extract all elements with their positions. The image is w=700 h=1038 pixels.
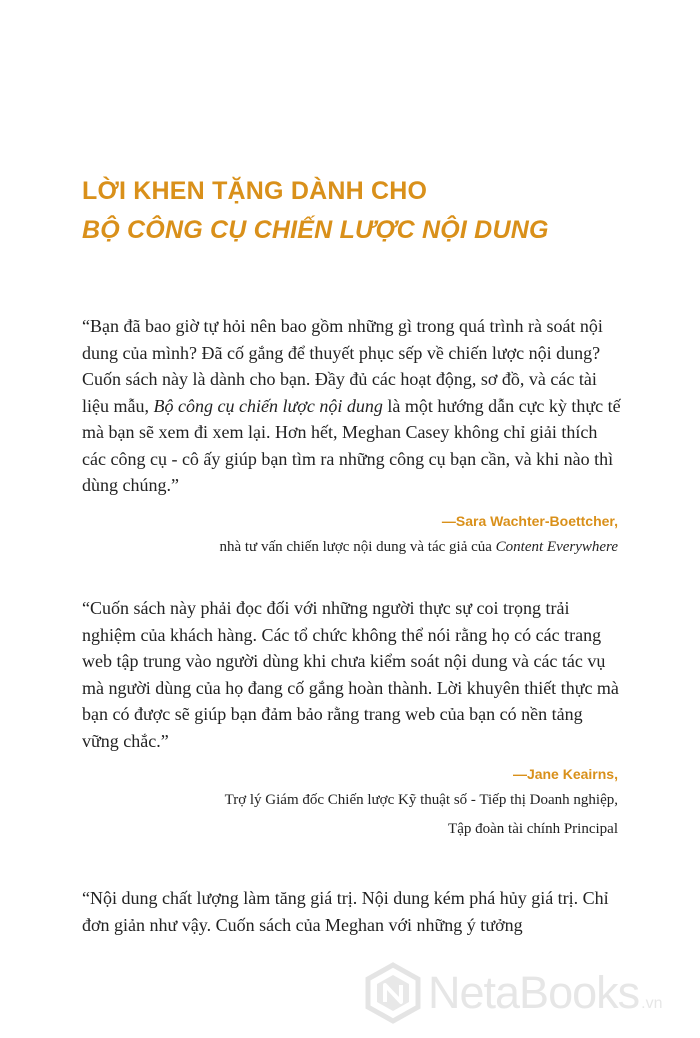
- quote-2-text: “Cuốn sách này phải đọc đối với những người thực sự coi trọng trải nghiệm của khách hàng. Các tổ chức không thể nói rằng họ có các trang web tập trung vào người dùng khi chưa kiểm soát nội dung và các tác vụ mà người dùng của họ đang cố gắng hoàn thành. Lời khuyên thiết thực mà bạn có được sẽ giúp bạn đảm bảo rằng trang web của bạn có nền tảng vững chắc.”: [82, 598, 619, 751]
- quote-1-text-part1: “Bạn đã bao giờ tự hỏi nên bao gồm những gì trong quá trình rà soát nội dung của mình? Đã cố gắng để thuyết phục sếp về chiến lược nội dung? Cuốn sách này là dành cho bạn. Đầy đủ các hoạt động, sơ đồ, và các tài liệu mẫu,: [82, 316, 603, 416]
- quote-2-role-line-2: Tập đoàn tài chính Principal: [448, 821, 618, 837]
- quote-1-author: —Sara Wachter-Boettcher,: [441, 513, 618, 529]
- heading-line-2-book-title: BỘ CÔNG CỤ CHIẾN LƯỢC NỘI DUNG: [82, 216, 549, 244]
- quote-1-attribution: [219, 509, 618, 562]
- heading-line-1: LỜI KHEN TẶNG DÀNH CHO: [82, 177, 428, 205]
- quote-2-attribution: [225, 762, 618, 844]
- quote-2-role-line-1: Trợ lý Giám đốc Chiến lược Kỹ thuật số - Tiếp thị Doanh nghiệp,: [224, 792, 618, 808]
- quote-1-role-text: nhà tư vấn chiến lược nội dung và tác giả của: [219, 539, 496, 555]
- quote-2: [82, 595, 622, 754]
- quote-2-author: —Jane Keairns,: [512, 766, 618, 782]
- watermark-text: [428, 967, 662, 1019]
- quote-1: [82, 313, 622, 499]
- quote-1-text-part2: là một hướng dẫn cực kỳ thực tế mà bạn sẽ xem đi xem lại. Hơn hết, Meghan Casey không chỉ giải thích các công cụ - cô ấy giúp bạn tìm ra những công cụ bạn cần, và khi nào thì dùng chúng.”: [82, 395, 621, 495]
- quote-3: [82, 885, 622, 938]
- quote-3-text: “Nội dung chất lượng làm tăng giá trị. Nội dung kém phá hủy giá trị. Chỉ đơn giản như vậy. Cuốn sách của Meghan với những ý tưởng: [82, 888, 609, 935]
- netabooks-logo-icon: [362, 962, 424, 1024]
- quote-1-text-book-title: Bộ công cụ chiến lược nội dung: [153, 395, 383, 416]
- netabooks-watermark: [362, 962, 662, 1024]
- section-heading: [82, 172, 549, 250]
- quote-1-author-role: [219, 533, 618, 562]
- quote-1-role-book: Content Everywhere: [495, 539, 618, 555]
- quote-1-text: [82, 313, 622, 499]
- watermark-tld: .vn: [641, 995, 663, 1012]
- watermark-brand: NetaBooks: [428, 967, 640, 1018]
